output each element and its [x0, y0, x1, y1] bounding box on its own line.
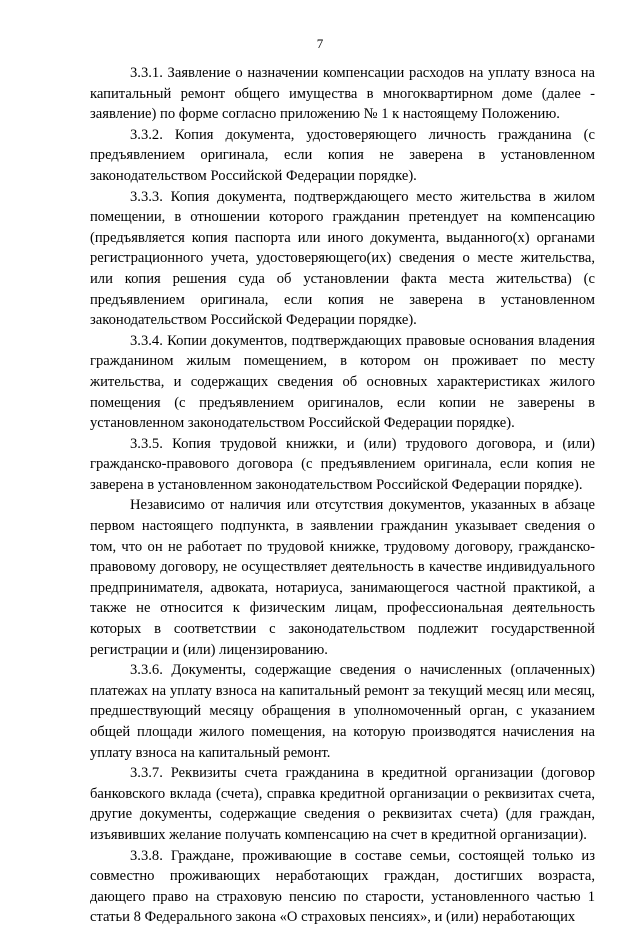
- document-body: [90, 63, 595, 928]
- paragraph-3-3-3: 3.3.3. Копия документа, подтверждающего место жительства в жилом помещении, в отношении которого гражданин претендует на компенсацию (предъявляется копия паспорта или иного документа, выданного(х) органами регистрационного учета, удостоверяющего(их) сведения о месте жительства, или копия решения суда об установлении факта места жительства) (с предъявлением оригинала, если копия не заверена в установленном законодательством Российской Федерации порядке).: [90, 188, 595, 329]
- page-number: 7: [316, 36, 324, 51]
- paragraph-3-3-7: 3.3.7. Реквизиты счета гражданина в кредитной организации (договор банковского вклада (счета), справка кредитной организации о реквизитах счета, другие документы, содержащие сведения о реквизитах счета) (для граждан, изъявивших желание получать компенсацию на счет в кредитной организации).: [90, 765, 595, 843]
- paragraph-3-3-8: 3.3.8. Граждане, проживающие в составе семьи, состоящей только из совместно проживающих неработающих граждан, достигших возраста, дающего право на страховую пенсию по старости, установленного частью 1 статьи 8 Федерального закона «О страховых пенсиях», и (или) неработающих: [90, 847, 595, 926]
- paragraph-3-3-5: 3.3.5. Копия трудовой книжки, и (или) трудового договора, и (или) гражданско-правового договора (с предъявлением оригинала, если копия не заверена в установленном законодательством Российской Федерации порядке).: [90, 435, 595, 493]
- paragraph-3-3-4: 3.3.4. Копии документов, подтверждающих правовые основания владения гражданином жилым помещением, в котором он проживает по месту жительства, и содержащих сведения об основных характеристиках жилого помещения (с предъявлением оригиналов, если копии не заверены в установленном законодательством Российской Федерации порядке).: [90, 332, 595, 432]
- paragraph-3-3-1: 3.3.1. Заявление о назначении компенсации расходов на уплату взноса на капитальный ремонт общего имущества в многоквартирном доме (далее - заявление) по форме согласно приложению № 1 к настоящему Положению.: [90, 65, 595, 123]
- paragraph-3-3-5-note: Независимо от наличия или отсутствия документов, указанных в абзаце первом настоящего подпункта, в заявлении гражданин указывает сведения о том, что он не работает по трудовой книжке, трудовому договору, гражданско-правовому договору, не осуществляет деятельность в качестве индивидуального предпринимателя, адвоката, нотариуса, занимающегося частной практикой, а также не относится к физическим лицам, профессиональная деятельность которых в соответствии с законодательством подлежит государственной регистрации и (или) лицензированию.: [90, 497, 595, 658]
- paragraph-3-3-2: 3.3.2. Копия документа, удостоверяющего личность гражданина (с предъявлением оригинала, если копия не заверена в установленном законодательством Российской Федерации порядке).: [90, 126, 595, 184]
- paragraph-3-3-6: 3.3.6. Документы, содержащие сведения о начисленных (оплаченных) платежах на уплату взноса на капитальный ремонт за текущий месяц или месяц, предшествующий месяцу обращения в уполномоченный орган, с указанием общей площади жилого помещения, на которую производятся начисления на уплату взноса на капитальный ремонт.: [90, 662, 595, 761]
